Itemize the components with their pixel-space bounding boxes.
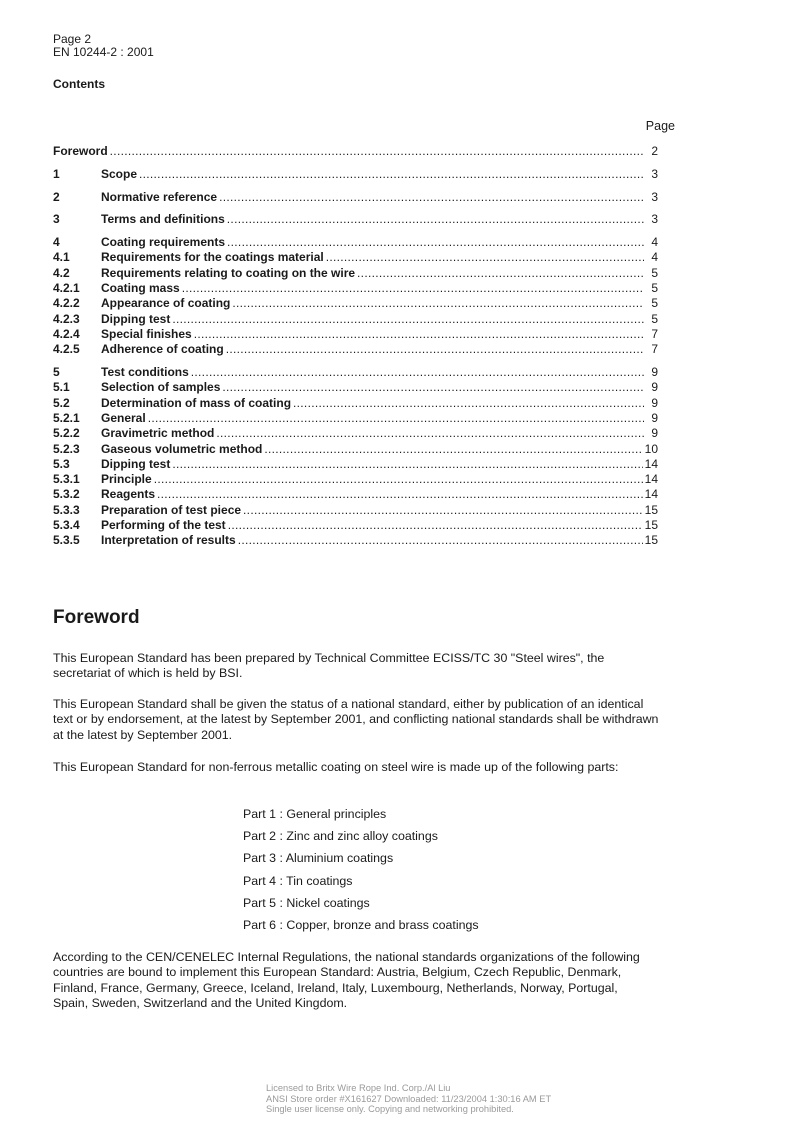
- toc-leader: [157, 487, 643, 502]
- toc-entry-page: 3: [651, 189, 658, 204]
- toc-entry-page: 4: [651, 235, 658, 250]
- license-footer: [266, 1083, 551, 1115]
- toc-entry[interactable]: [53, 411, 658, 426]
- toc-entry[interactable]: [53, 533, 658, 548]
- toc-leader: [172, 457, 642, 472]
- toc-entry-title: Scope: [101, 166, 138, 181]
- toc-entry-number: 5.3.4: [53, 518, 80, 533]
- toc-entry-title: Gaseous volumetric method: [101, 441, 263, 456]
- toc-leader: [232, 296, 644, 311]
- toc-entry-number: 4.2.4: [53, 326, 80, 341]
- toc-leader: [148, 411, 644, 426]
- toc-leader: [110, 144, 644, 159]
- toc-leader: [216, 426, 644, 441]
- toc-entry-number: 5.2: [53, 395, 70, 410]
- toc-entry[interactable]: [53, 235, 658, 250]
- toc-leader: [194, 327, 644, 342]
- toc-entry[interactable]: [53, 212, 658, 227]
- toc-entry-number: 5.2.3: [53, 441, 80, 456]
- foreword-paragraph: This European Standard for non-ferrous metallic coating on steel wire is made up of the following parts:: [53, 760, 619, 774]
- parts-list-item: Part 2 : Zinc and zinc alloy coatings: [243, 829, 438, 844]
- toc-entry[interactable]: [53, 190, 658, 205]
- toc-entry-page: 5: [651, 296, 658, 311]
- toc-entry[interactable]: [53, 457, 658, 472]
- toc-entry[interactable]: [53, 365, 658, 380]
- toc-entry-title: Requirements relating to coating on the wire: [101, 265, 356, 280]
- toc-leader: [139, 167, 644, 182]
- toc-entry[interactable]: [53, 327, 658, 342]
- toc-entry-number: 4.2.5: [53, 342, 80, 357]
- toc-leader: [227, 212, 644, 227]
- toc-entry-number: 5.3.5: [53, 533, 80, 548]
- toc-entry-title: Dipping test: [101, 456, 171, 471]
- toc-entry[interactable]: [53, 380, 658, 395]
- toc-leader: [238, 533, 643, 548]
- toc-entry-number: 4.1: [53, 250, 70, 265]
- toc-leader: [154, 472, 643, 487]
- contents-heading: Contents: [53, 77, 105, 91]
- toc-entry[interactable]: [53, 487, 658, 502]
- toc-entry-number: 4.2.2: [53, 296, 80, 311]
- foreword-paragraph: According to the CEN/CENELEC Internal Regulations, the national standards organizations of the following countries are bound to implement this European Standard: Austria, Belgium, Czech Republic, Denmark, Finland, France, Germany, Greece, Iceland, Ireland, Italy, Luxembourg, Netherlands, Norway, Portugal, Spain, Sweden, Switzerland and the United Kingdom.: [53, 950, 640, 1011]
- toc-entry-page: 9: [651, 380, 658, 395]
- toc-entry-title: Normative reference: [101, 189, 218, 204]
- foreword-paragraph: This European Standard shall be given the status of a national standard, either by publication of an identical text or by endorsement, at the latest by September 2001, and conflicting national standards shall be withdrawn at the latest by September 2001.: [53, 697, 659, 742]
- toc-entry[interactable]: [53, 312, 658, 327]
- toc-entry[interactable]: [53, 472, 658, 487]
- toc-entry-title: Gravimetric method: [101, 426, 215, 441]
- toc-entry-number: 4: [53, 235, 60, 250]
- toc-entry-page: 14: [644, 472, 658, 487]
- toc-leader: [357, 266, 644, 281]
- toc-entry[interactable]: [53, 250, 658, 265]
- license-line: Licensed to Britx Wire Rope Ind. Corp./Al Liu: [266, 1083, 451, 1093]
- toc-entry-page: 7: [651, 342, 658, 357]
- toc-entry-page: 7: [651, 326, 658, 341]
- toc-entry[interactable]: [53, 426, 658, 441]
- toc-entry[interactable]: [53, 144, 658, 159]
- parts-list-item: Part 6 : Copper, bronze and brass coatings: [243, 917, 479, 932]
- toc-entry-page: 3: [651, 212, 658, 227]
- toc-leader: [227, 235, 644, 250]
- page-header: [53, 33, 154, 59]
- toc-entry-title: Interpretation of results: [101, 533, 236, 548]
- toc-entry-page: 5: [651, 265, 658, 280]
- toc-entry-title: Coating requirements: [101, 235, 226, 250]
- toc-entry-title: Test conditions: [101, 365, 189, 380]
- toc-entry-number: 5.3.2: [53, 487, 80, 502]
- standard-id: EN 10244-2 : 2001: [53, 45, 154, 59]
- foreword-heading: Foreword: [53, 607, 140, 628]
- toc-entry-number: 5.2.2: [53, 426, 80, 441]
- toc-entry-number: 5.3.3: [53, 502, 80, 517]
- toc-entry[interactable]: [53, 396, 658, 411]
- page-number: Page 2: [53, 32, 92, 46]
- parts-list-item: Part 4 : Tin coatings: [243, 873, 353, 888]
- toc-entry-page: 5: [651, 311, 658, 326]
- toc-entry-title: Performing of the test: [101, 518, 226, 533]
- toc-entry[interactable]: [53, 342, 658, 357]
- toc-entry-title: Appearance of coating: [101, 296, 231, 311]
- toc-leader: [293, 396, 644, 411]
- toc-entry-page: 9: [651, 395, 658, 410]
- toc-leader: [326, 250, 644, 265]
- toc-entry-page: 14: [644, 456, 658, 471]
- toc-entry-title: Determination of mass of coating: [101, 395, 292, 410]
- toc-entry-title: Reagents: [101, 487, 156, 502]
- order-line: ANSI Store order #X161627 Downloaded: 11/23/2004 1:30:16 AM ET: [266, 1093, 552, 1104]
- toc-entry-page: 15: [644, 533, 658, 548]
- toc-entry-title: Preparation of test piece: [101, 502, 242, 517]
- toc-entry-title: Principle: [101, 472, 152, 487]
- toc-entry-page: 14: [644, 487, 658, 502]
- toc-leader: [219, 190, 644, 205]
- toc-entry-title: Requirements for the coatings material: [101, 250, 324, 265]
- toc-entry[interactable]: [53, 296, 658, 311]
- toc-leader: [264, 442, 642, 457]
- toc-leader: [191, 365, 644, 380]
- page-column-label: Page: [645, 119, 675, 133]
- toc-entry-page: 5: [651, 281, 658, 296]
- toc-entry[interactable]: [53, 167, 658, 182]
- foreword-paragraph: This European Standard has been prepared by Technical Committee ECISS/TC 30 "Steel wires", the secretariat of which is held by BSI.: [53, 651, 605, 681]
- toc-entry-number: 4.2.3: [53, 311, 80, 326]
- parts-list-item: Part 5 : Nickel coatings: [243, 895, 370, 910]
- toc-entry-page: 9: [651, 365, 658, 380]
- toc-entry-number: 5.1: [53, 380, 70, 395]
- toc-entry-title: Dipping test: [101, 311, 171, 326]
- toc-entry-page: 15: [644, 502, 658, 517]
- toc-entry[interactable]: [53, 503, 658, 518]
- toc-entry-number: 5: [53, 365, 60, 380]
- parts-list: [243, 806, 479, 939]
- toc-entry-page: 10: [644, 441, 658, 456]
- toc-entry-title: Foreword: [53, 144, 108, 158]
- toc-entry-title: Special finishes: [101, 326, 192, 341]
- toc-leader: [226, 342, 644, 357]
- toc-entry[interactable]: [53, 281, 658, 296]
- parts-list-item: Part 1 : General principles: [243, 807, 387, 821]
- toc-entry-page: 9: [651, 410, 658, 425]
- toc-entry-number: 5.3: [53, 456, 70, 471]
- toc-entry-title: General: [101, 410, 146, 425]
- toc-entry[interactable]: [53, 518, 658, 533]
- toc-entry-page: 4: [651, 250, 658, 265]
- toc-leader: [172, 312, 644, 327]
- toc-entry-number: 4.2.1: [53, 281, 80, 296]
- toc-leader: [222, 380, 644, 395]
- toc-entry-number: 4.2: [53, 265, 70, 280]
- toc-entry-page: 3: [651, 166, 658, 181]
- toc-leader: [243, 503, 643, 518]
- toc-entry[interactable]: [53, 266, 658, 281]
- toc-entry-page: 2: [651, 144, 658, 158]
- table-of-contents: [53, 144, 658, 549]
- toc-leader: [228, 518, 643, 533]
- usage-line: Single user license only. Copying and networking prohibited.: [266, 1104, 514, 1115]
- toc-entry-number: 5.3.1: [53, 472, 80, 487]
- toc-entry-page: 15: [644, 518, 658, 533]
- toc-leader: [182, 281, 644, 296]
- toc-entry-number: 5.2.1: [53, 410, 80, 425]
- toc-entry-title: Selection of samples: [101, 380, 221, 395]
- parts-list-item: Part 3 : Aluminium coatings: [243, 851, 394, 866]
- toc-entry-number: 1: [53, 166, 60, 181]
- toc-entry-title: Coating mass: [101, 281, 180, 296]
- toc-entry-title: Adherence of coating: [101, 342, 224, 357]
- toc-entry-number: 3: [53, 212, 60, 227]
- toc-entry[interactable]: [53, 442, 658, 457]
- toc-entry-number: 2: [53, 189, 60, 204]
- toc-entry-page: 9: [651, 426, 658, 441]
- toc-entry-title: Terms and definitions: [101, 212, 225, 227]
